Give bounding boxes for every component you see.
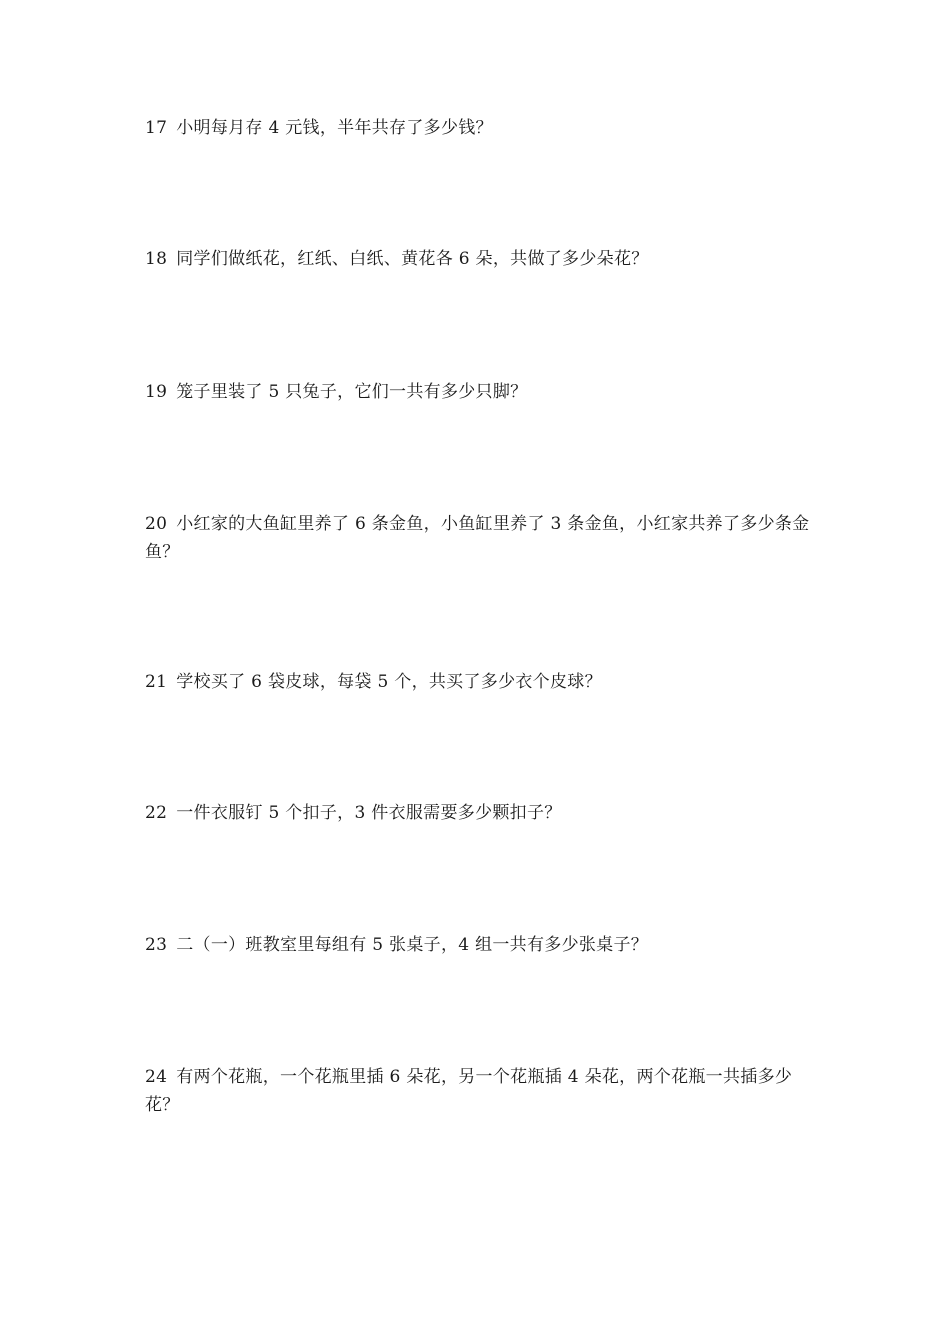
question-19 <box>145 378 817 406</box>
question-text: 学校买了 6 袋皮球，每袋 5 个，共买了多少衣个皮球？ <box>176 672 602 692</box>
question-text: 一件衣服钉 5 个扣子，3 件衣服需要多少颗扣子？ <box>176 803 562 823</box>
question-number: 24 <box>145 1067 168 1087</box>
question-number: 19 <box>145 382 168 402</box>
question-18 <box>145 245 817 273</box>
question-21 <box>145 668 817 696</box>
question-text: 同学们做纸花，红纸、白纸、黄花各 6 朵，共做了多少朵花？ <box>176 249 649 269</box>
question-text: 小红家的大鱼缸里养了 6 条金鱼，小鱼缸里养了 3 条金鱼，小红家共养了多少条金鱼？ <box>145 514 810 562</box>
question-24 <box>145 1063 817 1119</box>
question-number: 18 <box>145 249 168 269</box>
question-22 <box>145 799 817 827</box>
question-text: 有两个花瓶，一个花瓶里插 6 朵花，另一个花瓶插 4 朵花，两个花瓶一共插多少花？ <box>145 1067 793 1115</box>
question-23 <box>145 931 817 959</box>
question-text: 笼子里装了 5 只兔子，它们一共有多少只脚？ <box>176 382 528 402</box>
question-number: 20 <box>145 514 168 534</box>
question-number: 21 <box>145 672 168 692</box>
question-number: 17 <box>145 118 168 138</box>
question-number: 22 <box>145 803 168 823</box>
question-20 <box>145 510 817 566</box>
question-number: 23 <box>145 935 168 955</box>
question-17 <box>145 114 817 142</box>
question-text: 小明每月存 4 元钱，半年共存了多少钱？ <box>176 118 493 138</box>
question-text: 二（一）班教室里每组有 5 张桌子，4 组一共有多少张桌子？ <box>176 935 649 955</box>
